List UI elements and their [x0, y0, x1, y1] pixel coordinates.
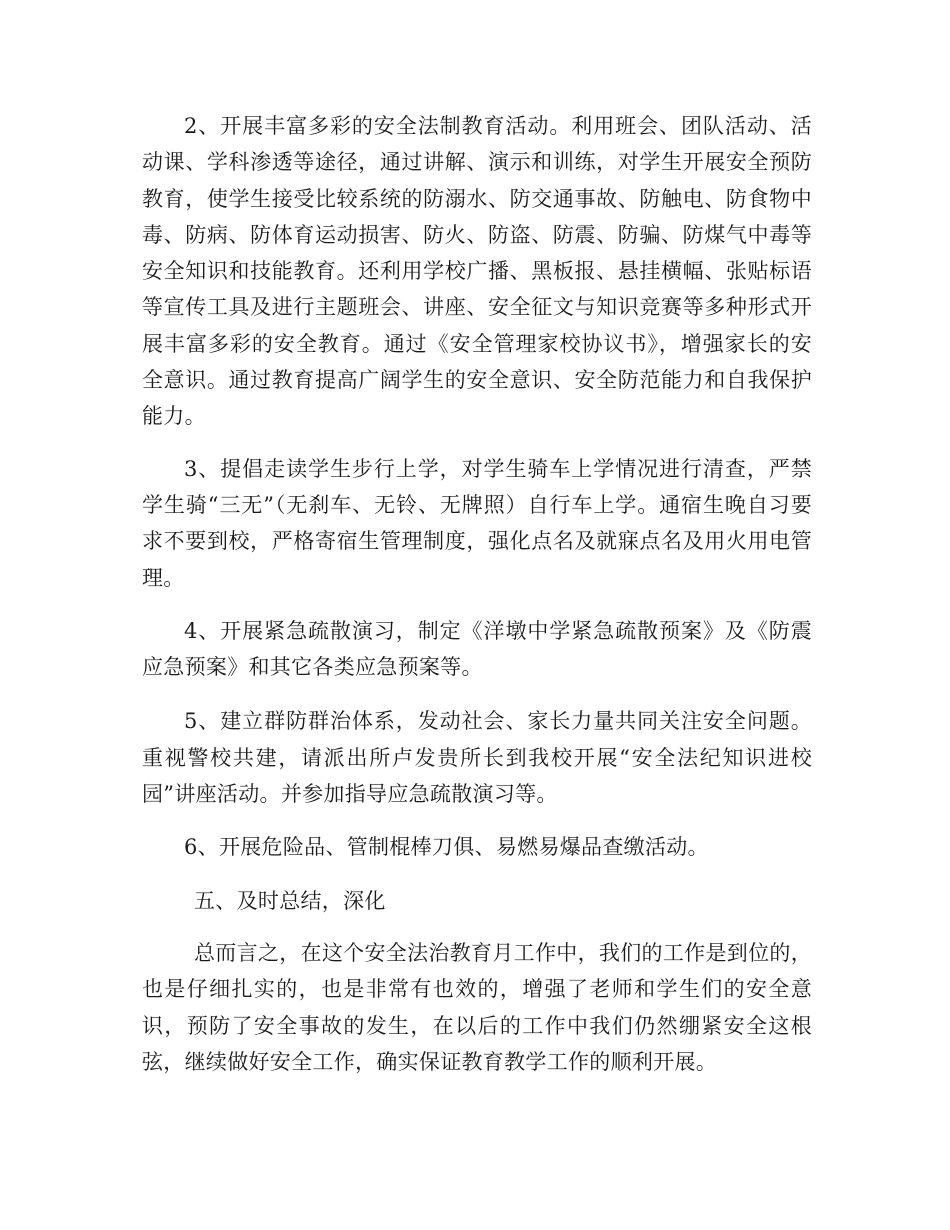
document-body [142, 108, 812, 1080]
paragraph-item-5: 5、建立群防群治体系，发动社会、家长力量共同关注安全问题。重视警校共建，请派出所卢发贵所长到我校开展“安全法纪知识进校园”讲座活动。并参加指导应急疏散演习等。 [142, 709, 812, 807]
conclusion-paragraph: 总而言之，在这个安全法治教育月工作中，我们的工作是到位的，也是仔细扎实的，也是非常有也效的，增强了老师和学生们的安全意识，预防了安全事故的发生，在以后的工作中我们仍然绷紧安全这根弦，继续做好安全工作，确实保证教育教学工作的顺利开展。 [142, 940, 812, 1074]
paragraph-item-6: 6、开展危险品、管制棍棒刀俱、易燃易爆品查缴活动。 [184, 835, 709, 860]
section-heading: 五、及时总结，深化 [194, 888, 386, 913]
paragraph-item-2: 2、开展丰富多彩的安全法制教育活动。利用班会、团队活动、活动课、学科渗透等途径，通过讲解、演示和训练，对学生开展安全预防教育，使学生接受比较系统的防溺水、防交通事故、防触电、防食物中毒、防病、防体育运动损害、防火、防盗、防震、防骗、防煤气中毒等安全知识和技能教育。还利用学校广播、黑板报、悬挂横幅、张贴标语等宣传工具及进行主题班会、讲座、安全征文与知识竞赛等多种形式开展丰富多彩的安全教育。通过《安全管理家校协议书》，增强家长的安全意识。通过教育提高广阔学生的安全意识、安全防范能力和自我保护能力。 [142, 114, 812, 429]
paragraph-item-4: 4、开展紧急疏散演习，制定《洋墩中学紧急疏散预案》及《防震应急预案》和其它各类应急预案等。 [142, 618, 812, 680]
paragraph-item-3: 3、提倡走读学生步行上学，对学生骑车上学情况进行清查，严禁学生骑“三无”（无刹车、无铃、无牌照）自行车上学。通宿生晚自习要求不要到校，严格寄宿生管理制度，强化点名及就寐点名及用火用电管理。 [142, 456, 812, 590]
